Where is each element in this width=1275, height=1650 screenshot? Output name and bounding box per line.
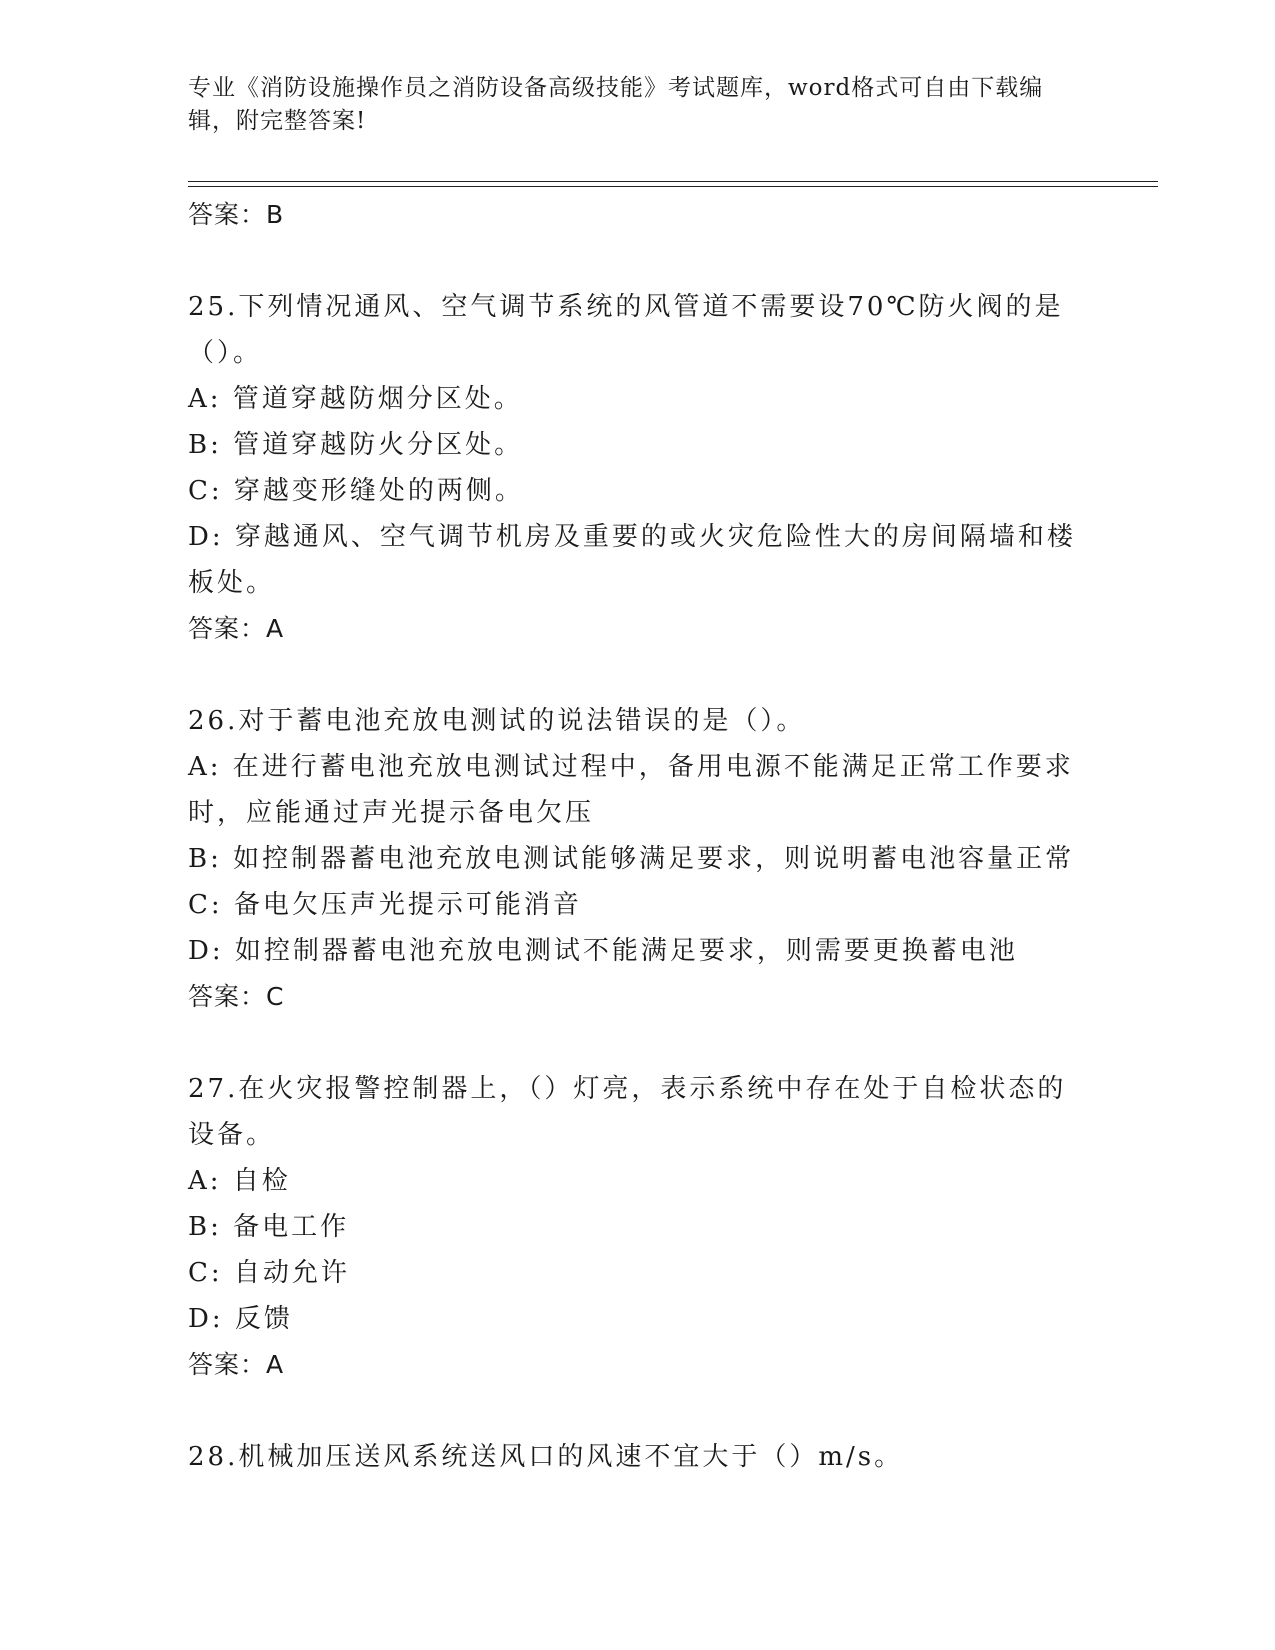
question-list (188, 192, 1078, 1480)
question-27 (188, 1066, 1078, 1388)
document-header: 专业《消防设施操作员之消防设备高级技能》考试题库，word格式可自由下载编辑，附完整答案! (188, 75, 1044, 134)
option-c: C: 自动允许 (188, 1258, 350, 1288)
option-b: B: 备电工作 (188, 1212, 350, 1242)
option-d: D: 穿越通风、空气调节机房及重要的或火灾危险性大的房间隔墙和楼板处。 (188, 522, 1076, 598)
option-b: B: 管道穿越防火分区处。 (188, 430, 524, 460)
header-rule (188, 181, 1158, 182)
question-26 (188, 698, 1078, 1020)
option-a: A: 在进行蓄电池充放电测试过程中，备用电源不能满足正常工作要求时，应能通过声光提示备电欠压 (188, 752, 1074, 828)
question-stem: 26.对于蓄电池充放电测试的说法错误的是（）。 (188, 706, 806, 736)
question-stem: 28.机械加压送风系统送风口的风速不宜大于（）m/s。 (188, 1442, 904, 1472)
option-d: D: 反馈 (188, 1304, 293, 1334)
option-d: D: 如控制器蓄电池充放电测试不能满足要求，则需要更换蓄电池 (188, 936, 1018, 966)
header-rule-secondary (188, 186, 1158, 187)
option-c: C: 穿越变形缝处的两侧。 (188, 476, 524, 506)
option-b: B: 如控制器蓄电池充放电测试能够满足要求，则说明蓄电池容量正常 (188, 844, 1075, 874)
question-stem: 25.下列情况通风、空气调节系统的风管道不需要设70℃防火阀的是（）。 (188, 292, 1064, 368)
answer-line: 答案：A (188, 614, 285, 643)
option-c: C: 备电欠压声光提示可能消音 (188, 890, 582, 920)
question-stem: 27.在火灾报警控制器上，（）灯亮，表示系统中存在处于自检状态的设备。 (188, 1074, 1067, 1150)
question-25 (188, 284, 1078, 652)
option-a: A: 管道穿越防烟分区处。 (188, 384, 523, 414)
answer-line: 答案：A (188, 1350, 285, 1379)
option-a: A: 自检 (188, 1166, 291, 1196)
answer-line: 答案：B (188, 200, 285, 229)
question-28 (188, 1434, 1078, 1480)
answer-line: 答案：C (188, 982, 285, 1011)
